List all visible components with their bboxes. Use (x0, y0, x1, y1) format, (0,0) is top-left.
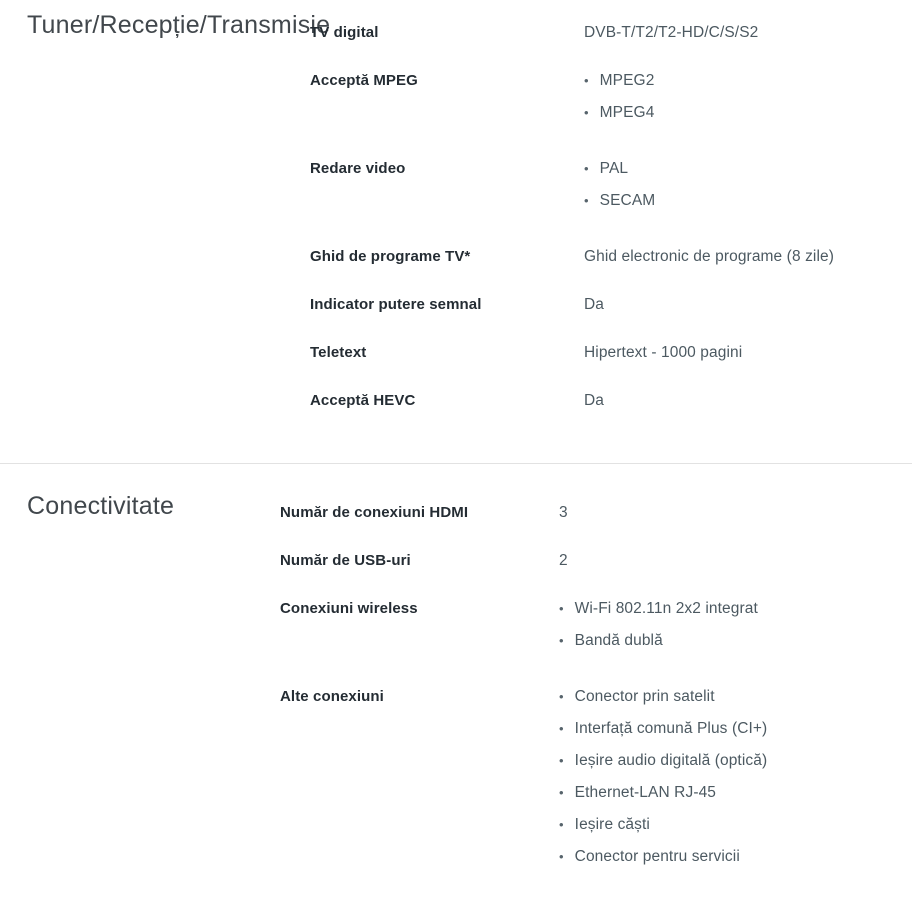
spec-value-text: MPEG2 (599, 72, 655, 89)
spec-value: 3 (559, 504, 568, 521)
bullet-icon: • (559, 753, 564, 768)
spec-row-hdmi (280, 503, 912, 523)
spec-row-wireless (280, 599, 912, 663)
spec-value: DVB-T/T2/T2-HD/C/S/S2 (584, 24, 759, 41)
spec-value-text: SECAM (599, 192, 656, 209)
spec-label: Acceptă MPEG (310, 72, 418, 89)
spec-row-hevc (310, 391, 912, 411)
spec-label: Indicator putere semnal (310, 296, 482, 313)
spec-value-text: Conector pentru servicii (574, 848, 740, 865)
spec-value-text: Bandă dublă (574, 632, 663, 649)
spec-value-item (584, 159, 655, 179)
bullet-icon: • (559, 601, 564, 616)
spec-value-item (584, 71, 654, 91)
spec-label: Alte conexiuni (280, 688, 384, 705)
spec-value-item (559, 847, 767, 867)
spec-value-item (559, 719, 767, 739)
spec-label: Conexiuni wireless (280, 600, 418, 617)
spec-value-text: Ieșire căști (574, 816, 650, 833)
spec-label: Acceptă HEVC (310, 392, 416, 409)
spec-row-usb (280, 551, 912, 571)
spec-value-list (584, 71, 654, 135)
bullet-icon: • (559, 817, 564, 832)
spec-label: Număr de USB-uri (280, 552, 411, 569)
spec-row-mpeg (310, 71, 912, 135)
spec-value: Da (584, 392, 605, 409)
spec-row-alte-conexiuni (280, 687, 912, 879)
spec-label: Redare video (310, 160, 406, 177)
spec-value-item (584, 103, 654, 123)
section-title-conectivitate: Conectivitate (27, 492, 175, 520)
spec-row-teletext (310, 343, 912, 363)
spec-value-item (559, 783, 767, 803)
bullet-icon: • (584, 73, 589, 88)
spec-value-item (584, 191, 655, 211)
spec-value-text: Conector prin satelit (574, 688, 715, 705)
bullet-icon: • (584, 161, 589, 176)
spec-section-conectivitate (0, 463, 912, 903)
bullet-icon: • (559, 849, 564, 864)
spec-row-tv-digital (310, 23, 912, 43)
bullet-icon: • (559, 721, 564, 736)
spec-value: Hipertext - 1000 pagini (584, 344, 743, 361)
spec-value-list (559, 599, 758, 663)
bullet-icon: • (584, 105, 589, 120)
spec-value-text: Ethernet-LAN RJ-45 (574, 784, 717, 801)
spec-label: Ghid de programe TV* (310, 248, 471, 265)
spec-value-item (559, 599, 758, 619)
spec-value: Ghid electronic de programe (8 zile) (584, 248, 834, 265)
bullet-icon: • (559, 785, 564, 800)
spec-row-redare-video (310, 159, 912, 223)
spec-label: Număr de conexiuni HDMI (280, 504, 469, 521)
spec-row-indicator-semnal (310, 295, 912, 315)
spec-section-tuner (0, 0, 912, 439)
spec-value-item (559, 687, 767, 707)
spec-label: Teletext (310, 344, 367, 361)
spec-value-list (559, 687, 767, 879)
spec-value-text: MPEG4 (599, 104, 655, 121)
bullet-icon: • (559, 633, 564, 648)
spec-value-text: Wi-Fi 802.11n 2x2 integrat (574, 600, 758, 617)
spec-value-text: PAL (599, 160, 629, 177)
bullet-icon: • (584, 193, 589, 208)
spec-rows-tuner (310, 10, 912, 439)
spec-rows-conectivitate (280, 491, 912, 903)
spec-value-item (559, 631, 758, 651)
section-title-tuner: Tuner/Recepție/Transmisie (27, 11, 331, 39)
spec-value-text: Interfață comună Plus (CI+) (574, 720, 768, 737)
spec-label: TV digital (310, 24, 379, 41)
spec-value-item (559, 751, 767, 771)
spec-row-ghid-programe (310, 247, 912, 267)
spec-value: Da (584, 296, 605, 313)
bullet-icon: • (559, 689, 564, 704)
spec-value: 2 (559, 552, 568, 569)
spec-value-list (584, 159, 655, 223)
spec-value-item (559, 815, 767, 835)
spec-value-text: Ieșire audio digitală (optică) (574, 752, 768, 769)
